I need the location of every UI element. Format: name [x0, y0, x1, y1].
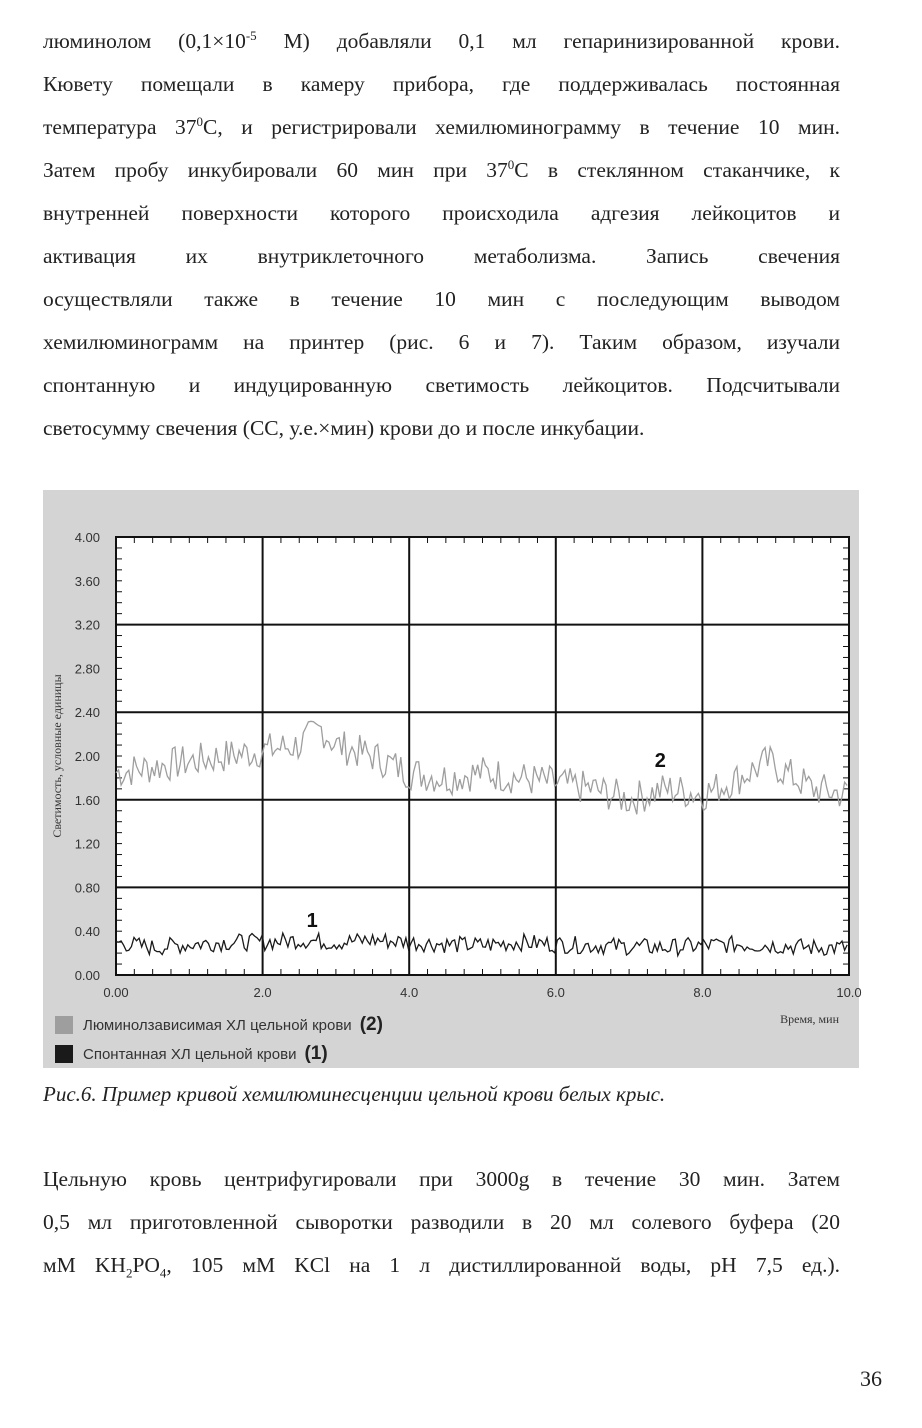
x-tick-label: 8.0	[693, 985, 712, 1000]
text-line: светосумму свечения (СС, у.е.×мин) крови до и после инкубации.	[43, 416, 645, 440]
legend-item-spontaneous	[55, 1043, 328, 1065]
y-tick-label: 2.80	[74, 661, 100, 677]
paragraph-bottom	[43, 1158, 840, 1287]
chart-plot	[43, 490, 862, 1068]
y-tick-label: 1.20	[74, 836, 100, 852]
legend-item-luminol	[55, 1014, 383, 1036]
chemiluminescence-figure	[43, 490, 862, 1068]
legend-label: Люминолзависимая ХЛ цельной крови	[83, 1016, 352, 1034]
y-tick-label: 0.40	[74, 924, 100, 940]
text-line: Цельную кровь центрифугировали при 3000g в течение 30 мин. Затем	[43, 1167, 840, 1191]
text-line: хемилюминограмм на принтер (рис. 6 и 7). Таким образом, изучали	[43, 330, 840, 354]
legend-number: (2)	[359, 1014, 383, 1035]
text-line: температура $37^0С$, и регистрировали хемилюминограмму в течение 10 мин.	[43, 113, 840, 139]
text-line: спонтанную и индуцированную светимость лейкоцитов. Подсчитывали	[43, 373, 840, 397]
x-tick-label: 6.0	[546, 985, 565, 1000]
text-line: осуществляли также в течение 10 мин с последующим выводом	[43, 287, 840, 311]
y-tick-label: 3.20	[74, 617, 100, 633]
text-line: 0,5 мл приготовленной сыворотки разводили в 20 мл солевого буфера (20	[43, 1210, 840, 1234]
plot-area	[116, 537, 849, 975]
x-tick-label: 0.00	[103, 985, 129, 1000]
x-tick-label: 2.0	[253, 985, 272, 1000]
y-tick-label: 3.60	[74, 573, 100, 589]
y-tick-label: 2.40	[74, 705, 100, 721]
text-line: Кювету помещали в камеру прибора, где поддерживалась постоянная	[43, 72, 840, 96]
paragraph-top	[43, 20, 840, 450]
x-tick-label: 4.0	[400, 985, 419, 1000]
legend-label: Спонтанная ХЛ цельной крови	[83, 1045, 297, 1063]
y-tick-label: 1.60	[74, 792, 100, 808]
y-tick-label: 0.80	[74, 880, 100, 896]
legend-swatch-gray	[55, 1016, 73, 1034]
curve-label-1: 1	[306, 909, 318, 932]
page-number: 36	[860, 1366, 882, 1391]
legend-swatch-black	[55, 1045, 73, 1063]
y-tick-label: 4.00	[74, 530, 100, 545]
y-tick-label: 0.00	[74, 968, 100, 983]
legend-number: (1)	[304, 1043, 328, 1064]
text-line: мМ $KH_2PO_4$, 105 мМ KCl на 1 л дистиллированной воды, pH 7,5 ед.).	[43, 1253, 840, 1281]
curve-label-2: 2	[654, 749, 666, 772]
x-axis-label: Время, мин	[780, 1012, 839, 1026]
figure-caption: Рис.6. Пример кривой хемилюминесценции цельной крови белых крыс.	[43, 1082, 666, 1106]
text-line: Затем пробу инкубировали 60 мин при $37^0С$ в стеклянном стаканчике, к	[43, 156, 840, 182]
text-line: внутренней поверхности которого происходила адгезия лейкоцитов и	[43, 201, 840, 225]
text-line: активация их внутриклеточного метаболизма. Запись свечения	[43, 244, 840, 268]
x-tick-label: 10.0	[836, 985, 862, 1000]
y-axis-label: Светимость, условные единицы	[50, 674, 64, 838]
y-tick-label: 2.00	[74, 749, 100, 764]
text-line: люминолом ($0,1\times 10^{-5}$ М) добавляли 0,1 мл гепаринизированной крови.	[43, 27, 840, 53]
